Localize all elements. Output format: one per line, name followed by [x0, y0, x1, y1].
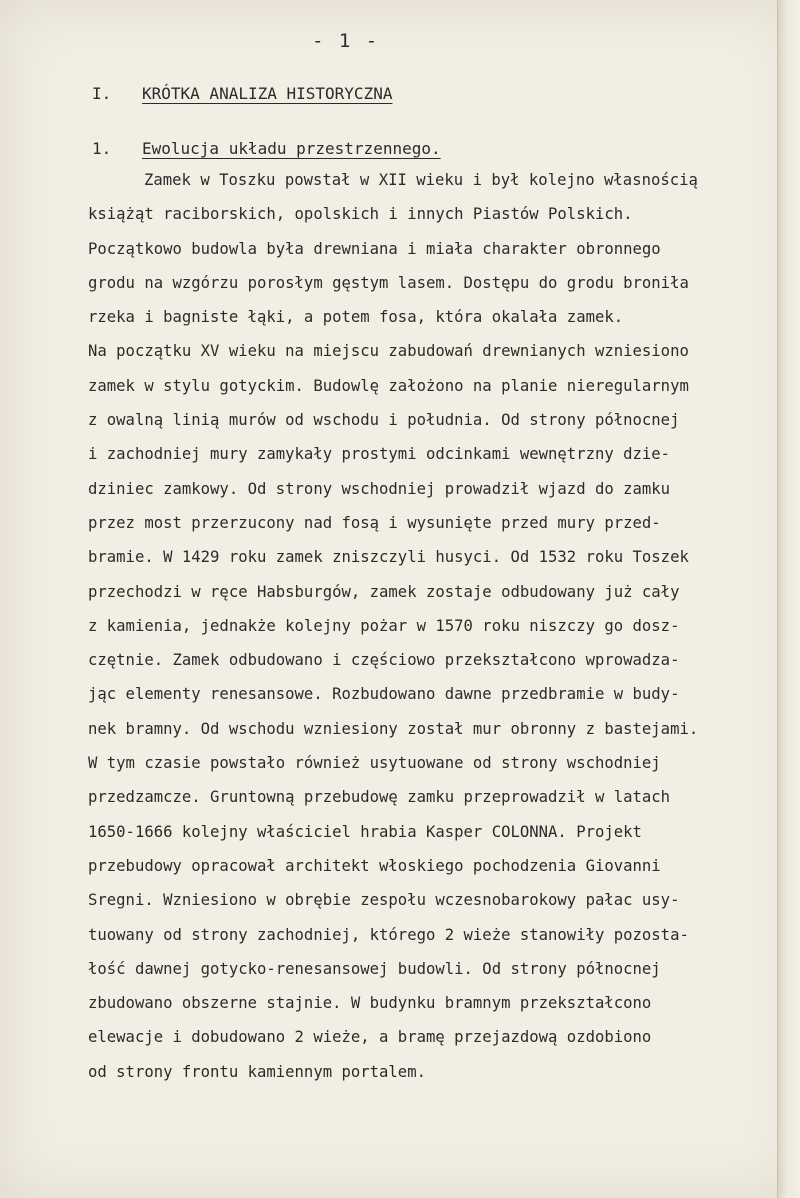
text-line: zbudowano obszerne stajnie. W budynku bramnym przekształcono: [88, 994, 652, 1013]
text-line: dziniec zamkowy. Od strony wschodniej prowadził wjazd do zamku: [88, 479, 671, 498]
text-line: książąt raciborskich, opolskich i innych Piastów Polskich.: [88, 205, 633, 224]
section-heading: [92, 84, 392, 103]
section-number: I.: [92, 84, 112, 103]
text-line: i zachodniej mury zamykały prostymi odcinkami wewnętrzny dzie-: [88, 445, 671, 464]
text-line: bramie. W 1429 roku zamek zniszczyli husyci. Od 1532 roku Toszek: [88, 548, 689, 567]
subsection-heading: [92, 139, 441, 158]
section-title: KRÓTKA ANALIZA HISTORYCZNA: [142, 84, 393, 103]
text-line: grodu na wzgórzu porosłym gęstym lasem. Dostępu do grodu broniła: [88, 273, 689, 292]
body-text: [88, 163, 778, 1089]
text-line: elewacje i dobudowano 2 wieże, a bramę przejazdową ozdobiono: [88, 1028, 652, 1047]
text-line: rzeka i bagniste łąki, a potem fosa, która okalała zamek.: [88, 308, 624, 327]
text-line: W tym czasie powstało również usytuowane od strony wschodniej: [88, 754, 661, 773]
text-line: 1650-1666 kolejny właściciel hrabia Kasper COLONNA. Projekt: [88, 822, 642, 841]
text-line: przez most przerzucony nad fosą i wysunięte przed mury przed-: [88, 513, 661, 532]
text-line: czętnie. Zamek odbudowano i częściowo przekształcono wprowadza-: [88, 651, 680, 670]
text-line: nek bramny. Od wschodu wzniesiony został mur obronny z bastejami.: [88, 719, 699, 738]
text-line: przebudowy opracował architekt włoskiego pochodzenia Giovanni: [88, 856, 661, 875]
page-number: - 1 -: [312, 30, 380, 52]
text-line: przechodzi w ręce Habsburgów, zamek zostaje odbudowany już cały: [88, 582, 680, 601]
text-line: z owalną linią murów od wschodu i południa. Od strony północnej: [88, 411, 680, 430]
text-line: Zamek w Toszku powstał w XII wieku i był kolejno własnością: [144, 171, 698, 189]
text-line: przedzamcze. Gruntowną przebudowę zamku przeprowadził w latach: [88, 788, 671, 807]
page-edge: [777, 0, 800, 1198]
text-line: Sregni. Wzniesiono w obrębie zespołu wczesnobarokowy pałac usy-: [88, 891, 680, 910]
text-line: z kamienia, jednakże kolejny pożar w 1570 roku niszczy go dosz-: [88, 616, 680, 635]
text-line: od strony frontu kamiennym portalem.: [88, 1062, 426, 1081]
text-line: łość dawnej gotycko-renesansowej budowli. Od strony północnej: [88, 959, 661, 978]
text-line: jąc elementy renesansowe. Rozbudowano dawne przedbramie w budy-: [88, 685, 680, 704]
subsection-title: Ewolucja układu przestrzennego.: [142, 139, 441, 158]
text-line: zamek w stylu gotyckim. Budowlę założono na planie nieregularnym: [88, 376, 689, 395]
subsection-number: 1.: [92, 139, 112, 158]
text-line: tuowany od strony zachodniej, którego 2 wieże stanowiły pozosta-: [88, 925, 689, 944]
text-line: Początkowo budowla była drewniana i miała charakter obronnego: [88, 239, 661, 258]
text-line: Na początku XV wieku na miejscu zabudowań drewnianych wzniesiono: [88, 342, 689, 361]
